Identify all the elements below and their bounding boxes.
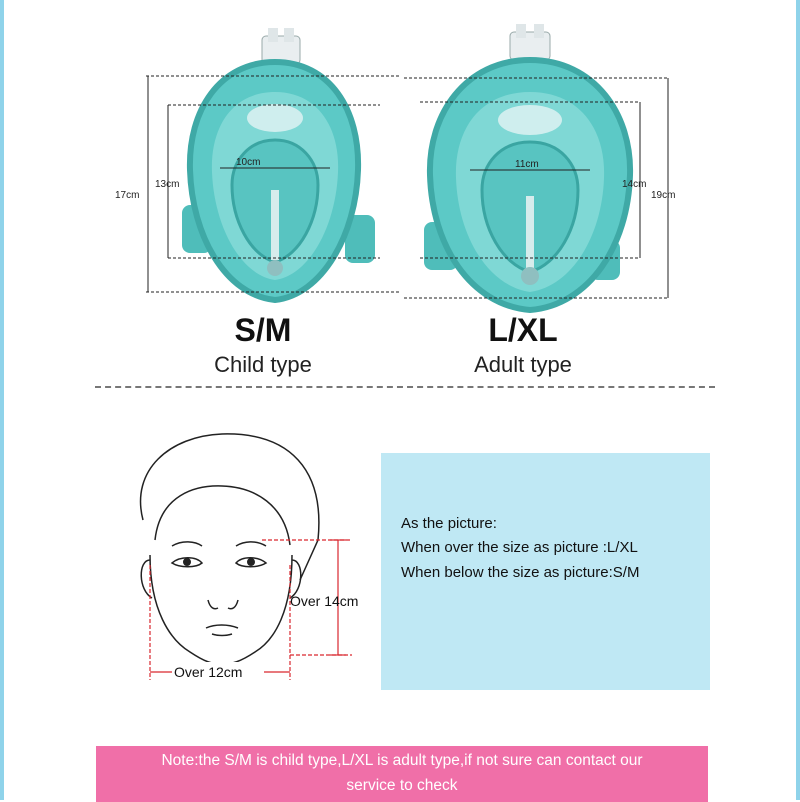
face-contour [150,555,292,664]
sizing-info-box [381,453,710,690]
face-illustration [141,434,319,664]
eyebrow-right [236,542,266,546]
height-outer-label-sm: 17cm [115,190,140,201]
size-label-lxl: L/XL [488,312,558,348]
info-line-1: As the picture: [401,515,497,532]
nose [208,600,218,609]
pupil-right [247,558,255,566]
face-height-label: Over 14cm [290,593,359,609]
snorkel-cap-sm [268,28,278,42]
type-label-lxl: Adult type [474,352,572,377]
width-inner-label-lxl: 11cm [515,159,539,170]
note-line-1: Note:the S/M is child type,L/XL is adult type,if not sure can contact our [161,752,643,769]
size-label-sm: S/M [234,312,292,348]
width-inner-label-sm: 10cm [236,157,261,168]
height-outer-label-lxl: 19cm [651,190,676,201]
pupil-left [183,558,191,566]
height-inner-label-sm: 13cm [155,179,180,190]
type-label-sm: Child type [214,352,312,377]
height-inner-label-lxl: 14cm [622,179,647,190]
mouth [206,625,238,628]
info-line-2: When over the size as picture :L/XL [401,539,638,556]
note-line-2: service to check [346,777,458,794]
section-divider [95,386,715,388]
note-banner [96,746,708,802]
eyebrow-left [172,542,202,546]
face-width-label: Over 12cm [174,664,243,680]
info-line-3: When below the size as picture:S/M [401,564,640,581]
hairline [155,486,290,545]
mask-sm [182,28,375,300]
